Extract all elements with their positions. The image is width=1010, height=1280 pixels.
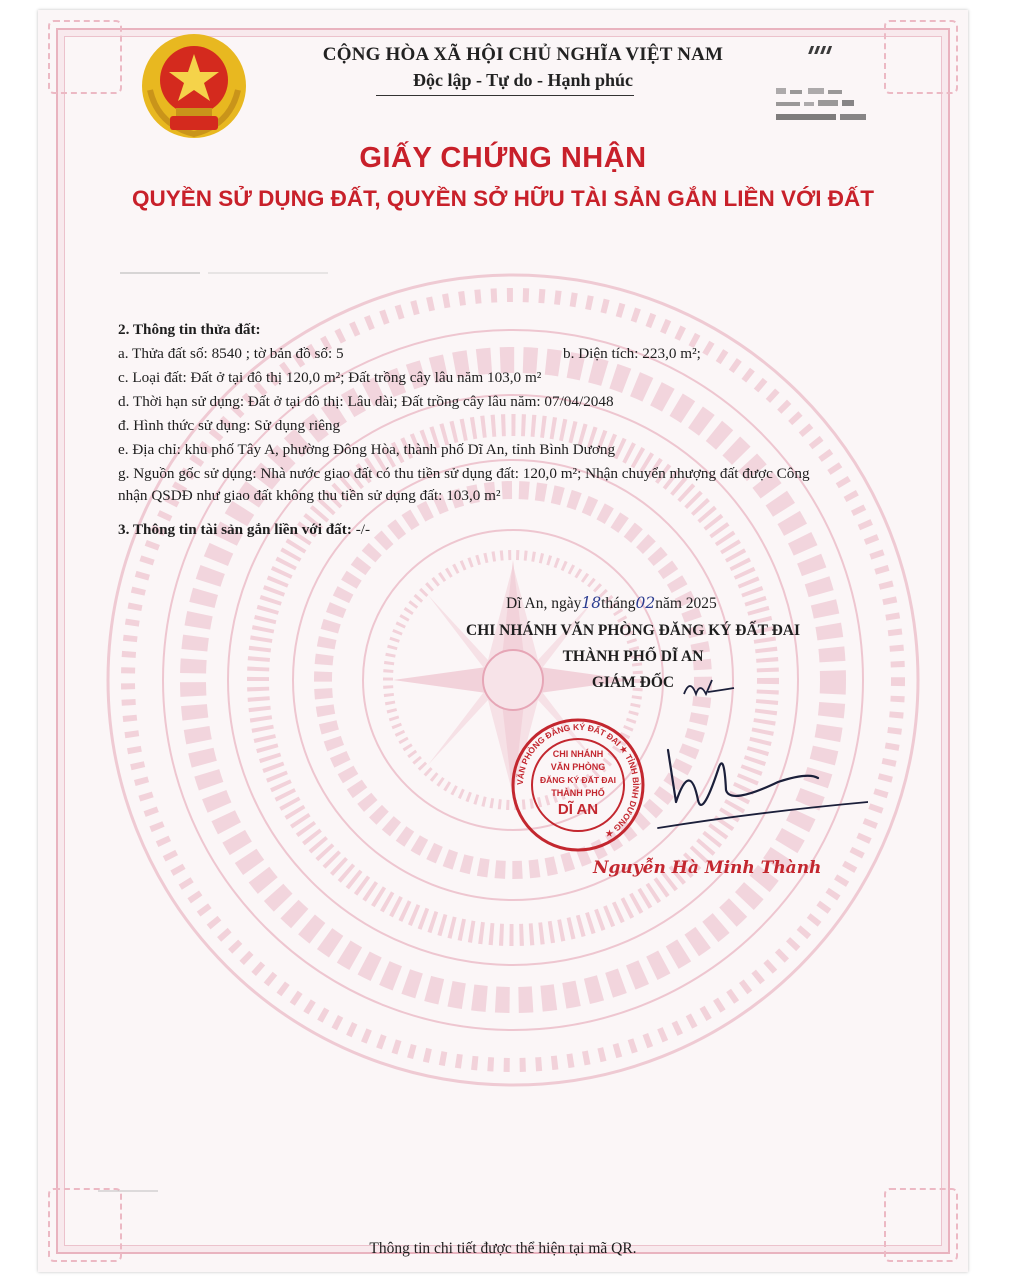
official-seal [508, 715, 648, 855]
initials-mark [678, 668, 738, 704]
place-prefix: Dĩ An, ngày [506, 595, 582, 612]
svg-text:VĂN PHÒNG ĐĂNG KÝ ĐẤT ĐAI ★ TỈ: VĂN PHÒNG ĐĂNG KÝ ĐẤT ĐAI ★ TỈNH BÌNH DƯƠNG ★ [514, 721, 642, 840]
corner-ornament [48, 20, 122, 94]
qr-code-mark [776, 38, 876, 138]
faint-mark [98, 1190, 158, 1192]
origin-line-2: nhận QSDĐ như giao đất không thu tiền sử dụng đất: 103,0 m² [118, 487, 501, 504]
usage-term-line: d. Thời hạn sử dụng: Đất ở tại đô thị: Lâu dài; Đất trồng cây lâu năm: 07/04/2048 [118, 393, 614, 410]
section3-value: -/- [351, 521, 371, 538]
area-line: b. Diện tích: 223,0 m²; [563, 345, 701, 362]
signer-name: Nguyễn Hà Minh Thành [593, 858, 822, 878]
parcel-number-line: a. Thửa đất số: 8540 ; tờ bản đồ số: 5 [118, 345, 344, 362]
certificate-subtitle: QUYỀN SỬ DỤNG ĐẤT, QUYỀN SỞ HỮU TÀI SẢN GẮN LIỀN VỚI ĐẤT [131, 186, 875, 211]
land-type-line: c. Loại đất: Đất ở tại đô thị 120,0 m²; Đất trồng cây lâu năm 103,0 m² [118, 369, 542, 386]
national-emblem-icon [138, 30, 250, 146]
certificate-sheet [38, 10, 968, 1272]
agency-name-line1: CHI NHÁNH VĂN PHÒNG ĐĂNG KÝ ĐẤT ĐAI [466, 622, 800, 639]
svg-text:ĐĂNG KÝ ĐẤT ĐAI: ĐĂNG KÝ ĐẤT ĐAI [539, 775, 617, 785]
handwritten-signature [638, 730, 868, 840]
certificate-title: GIẤY CHỨNG NHẬN [359, 142, 647, 174]
section2-heading: 2. Thông tin thửa đất: [118, 321, 261, 338]
signing-date [506, 594, 717, 613]
date-day: 18 [581, 594, 602, 612]
svg-text:THÀNH PHỐ: THÀNH PHỐ [551, 788, 605, 798]
svg-text:CHI NHÁNH: CHI NHÁNH [552, 749, 604, 759]
origin-line-1: g. Nguồn gốc sử dụng: Nhà nước giao đất có thu tiền sử dụng đất: 120,0 m²; Nhận chuyển nhượng đất được Công [118, 465, 810, 482]
section3-heading: 3. Thông tin tài sản gắn liền với đất: [118, 521, 352, 538]
faint-mark [120, 272, 200, 274]
agency-name-line2: THÀNH PHỐ DĨ AN [562, 648, 704, 665]
usage-form-line: đ. Hình thức sử dụng: Sử dụng riêng [118, 417, 341, 434]
signer-position: GIÁM ĐỐC [591, 674, 675, 691]
faint-mark [208, 272, 328, 274]
date-year: năm 2025 [655, 595, 717, 612]
motto-underline [376, 95, 634, 96]
svg-text:VĂN PHÒNG: VĂN PHÒNG [550, 762, 606, 772]
qr-footer-note: Thông tin chi tiết được thể hiện tại mã QR. [369, 1240, 637, 1257]
date-month: 02 [635, 594, 656, 612]
month-word: tháng [601, 595, 636, 612]
section3-line [118, 519, 370, 541]
national-motto: Độc lập - Tự do - Hạnh phúc [412, 70, 634, 90]
nation-name: CỘNG HÒA XÃ HỘI CHỦ NGHĨA VIỆT NAM [322, 44, 724, 65]
address-line: e. Địa chỉ: khu phố Tây A, phường Đông Hòa, thành phố Dĩ An, tỉnh Bình Dương [118, 441, 616, 458]
svg-text:DĨ AN: DĨ AN [557, 801, 599, 818]
corner-ornament [884, 20, 958, 94]
